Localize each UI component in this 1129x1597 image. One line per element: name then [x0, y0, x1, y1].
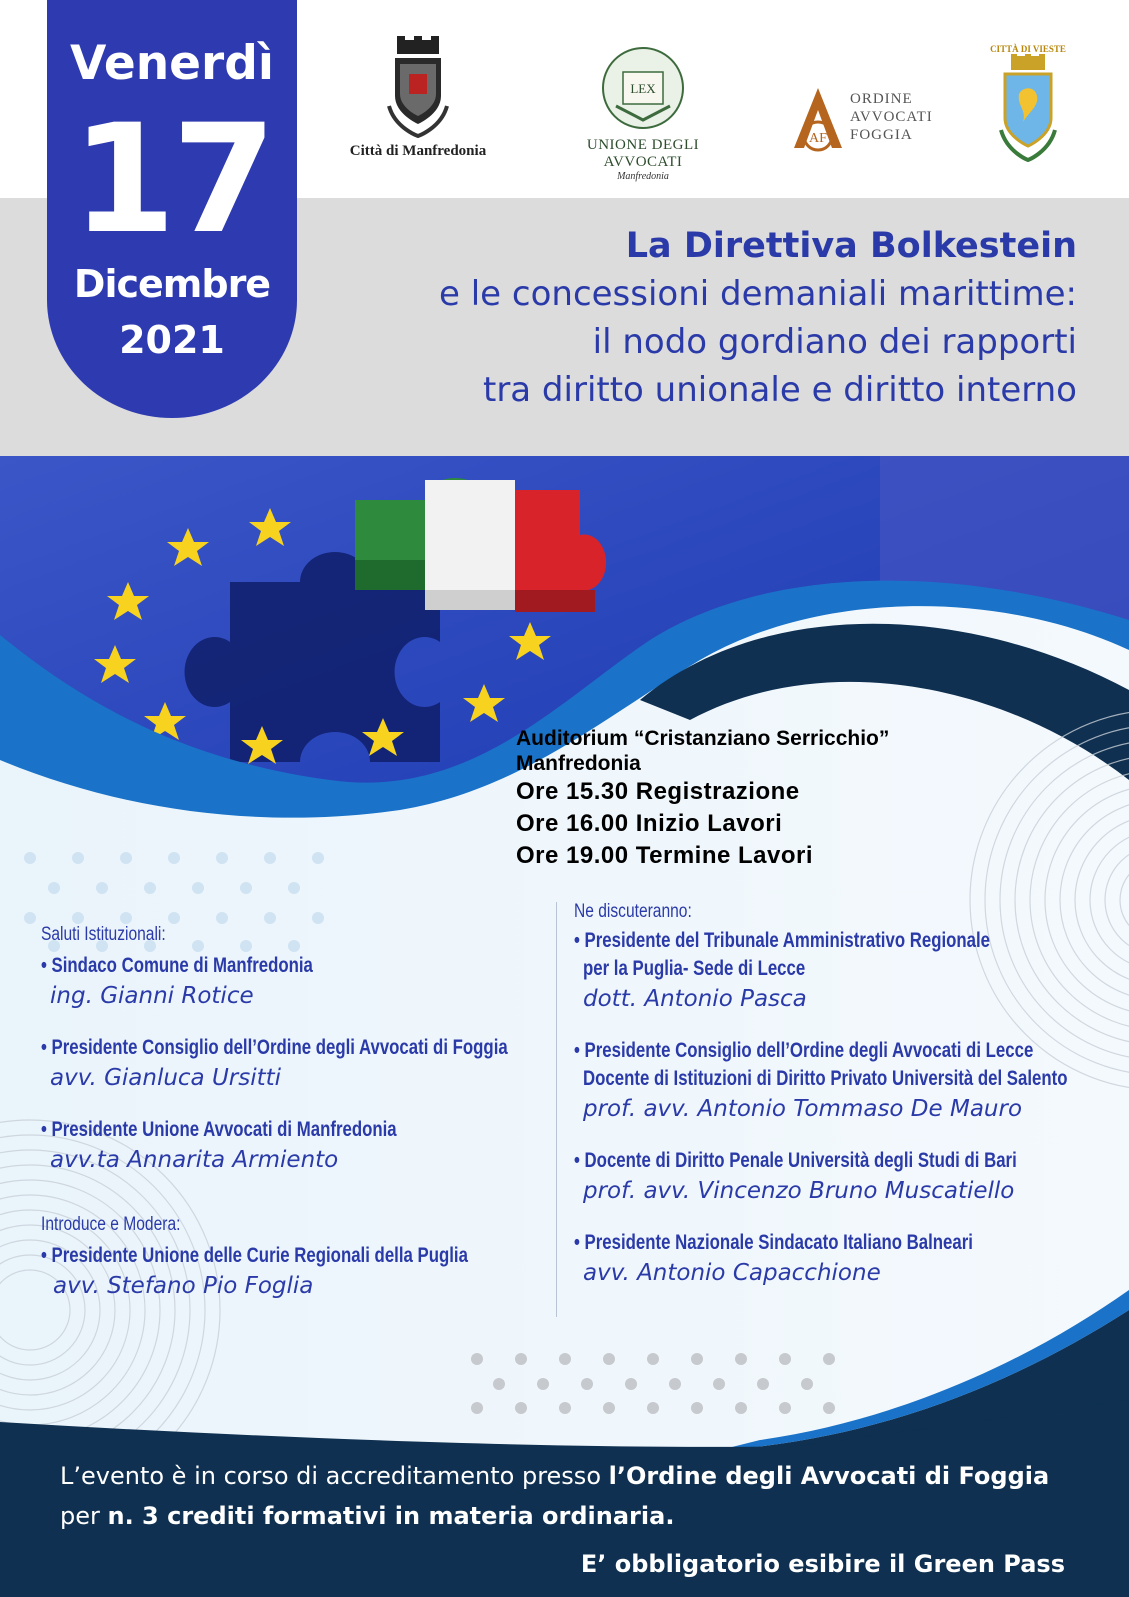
speaker-role-cont: per la Puglia- Sede di Lecce [583, 957, 806, 980]
unione-avvocati-seal-icon [598, 46, 688, 132]
ordine-af-monogram-icon [790, 86, 846, 156]
accreditation-line-1 [60, 1462, 1049, 1490]
moderator-role: • Presidente Unione delle Curie Regionali della Puglia [41, 1244, 468, 1267]
vieste-crest-icon [993, 54, 1063, 162]
credits-text-b: n. 3 crediti formativi in materia ordinaria. [107, 1502, 675, 1530]
speaker-role-cont: Docente di Istituzioni di Diritto Privato Università del Salento [583, 1067, 1068, 1090]
speaker-name: avv. Antonio Capacchione [583, 1260, 881, 1286]
venue-city: Manfredonia [516, 752, 641, 775]
accreditation-text-a: L’evento è in corso di accreditamento presso [60, 1462, 609, 1490]
speaker-name: prof. avv. Vincenzo Bruno Muscatiello [583, 1178, 1015, 1204]
moderator-title: Introduce e Modera: [41, 1214, 181, 1235]
schedule-registration: Ore 15.30 Registrazione [516, 778, 800, 805]
manfredonia-crest-icon [383, 36, 453, 138]
logo-citta-manfredonia [338, 36, 498, 160]
speaker-name: ing. Gianni Rotice [50, 983, 254, 1009]
title-line-4: tra diritto unionale e diritto interno [482, 370, 1077, 410]
speaker-item [41, 1034, 624, 1094]
logo-unione-avvocati [548, 46, 738, 182]
vieste-label: CITTÀ DI VIESTE [990, 44, 1066, 54]
ordine-label [850, 90, 933, 144]
event-title [439, 222, 1077, 414]
logo-citta-vieste [990, 44, 1066, 167]
speaker-role: • Presidente Unione Avvocati di Manfredonia [41, 1118, 397, 1141]
speaker-role: • Presidente Consiglio dell’Ordine degli Avvocati di Foggia [41, 1036, 508, 1059]
speaker-name: avv.ta Annarita Armiento [50, 1147, 339, 1173]
speaker-item [41, 1116, 624, 1176]
unione-seal-lex: LEX [630, 81, 656, 96]
logo-ordine-avvocati-foggia [790, 86, 960, 156]
unione-seal-text [630, 81, 656, 96]
speaker-role: • Sindaco Comune di Manfredonia [41, 954, 313, 977]
date-day: 17 [71, 93, 273, 267]
speaker-item [574, 1229, 1129, 1289]
ordine-label-l1: ORDINE [850, 91, 913, 107]
venue-name: Auditorium “Cristanziano Serricchio” [516, 727, 890, 750]
speaker-role: • Presidente Nazionale Sindacato Italiano Balneari [574, 1231, 973, 1254]
date-weekday: Venerdì [70, 36, 274, 91]
date-year: 2021 [119, 318, 225, 362]
ordine-label-l3: FOGGIA [850, 127, 913, 143]
moderator-name: avv. Stefano Pio Foglia [53, 1273, 314, 1299]
manfredonia-label: Città di Manfredonia [349, 143, 487, 159]
unione-label: UNIONE DEGLI AVVOCATI [586, 137, 700, 170]
ordine-label-l2: AVVOCATI [850, 109, 933, 125]
speaker-role: • Presidente del Tribunale Amministrativo Regionale [574, 929, 991, 952]
credits-text-a: per [60, 1502, 108, 1530]
footer [0, 1440, 1129, 1597]
title-line-2: e le concessioni demaniali marittime: [439, 274, 1077, 314]
accreditation-text-b: l’Ordine degli Avvocati di Foggia [608, 1462, 1050, 1490]
date-badge [47, 0, 297, 420]
title-line-1: La Direttiva Bolkestein [625, 226, 1077, 266]
left-column [41, 924, 624, 1302]
accreditation-line-2 [60, 1502, 674, 1530]
schedule-end: Ore 19.00 Termine Lavori [516, 842, 814, 869]
speaker-role: • Presidente Consiglio dell’Ordine degli Avvocati di Lecce [574, 1039, 1034, 1062]
speaker-name: avv. Gianluca Ursitti [50, 1065, 282, 1091]
speaker-item [574, 1037, 1129, 1125]
speaker-item [574, 1147, 1129, 1207]
event-info [516, 726, 889, 872]
speaker-name: prof. avv. Antonio Tommaso De Mauro [583, 1096, 1023, 1122]
unione-sublabel: Manfredonia [617, 171, 669, 182]
speaker-item [574, 927, 1129, 1015]
panel-title: Ne discuteranno: [574, 901, 692, 922]
ordine-monogram-text: AF [809, 131, 827, 146]
speaker-role: • Docente di Diritto Penale Università degli Studi di Bari [574, 1149, 1017, 1172]
right-column [574, 901, 1129, 1289]
title-line-3: il nodo gordiano dei rapporti [592, 322, 1077, 362]
green-pass-notice: E’ obbligatorio esibire il Green Pass [580, 1550, 1065, 1578]
greetings-title: Saluti Istituzionali: [41, 924, 166, 945]
moderator-item [41, 1242, 624, 1302]
speaker-name: dott. Antonio Pasca [583, 986, 807, 1012]
date-month: Dicembre [73, 262, 271, 306]
speaker-item [41, 952, 624, 1012]
column-divider [556, 902, 557, 1317]
schedule-start: Ore 16.00 Inizio Lavori [516, 810, 783, 837]
